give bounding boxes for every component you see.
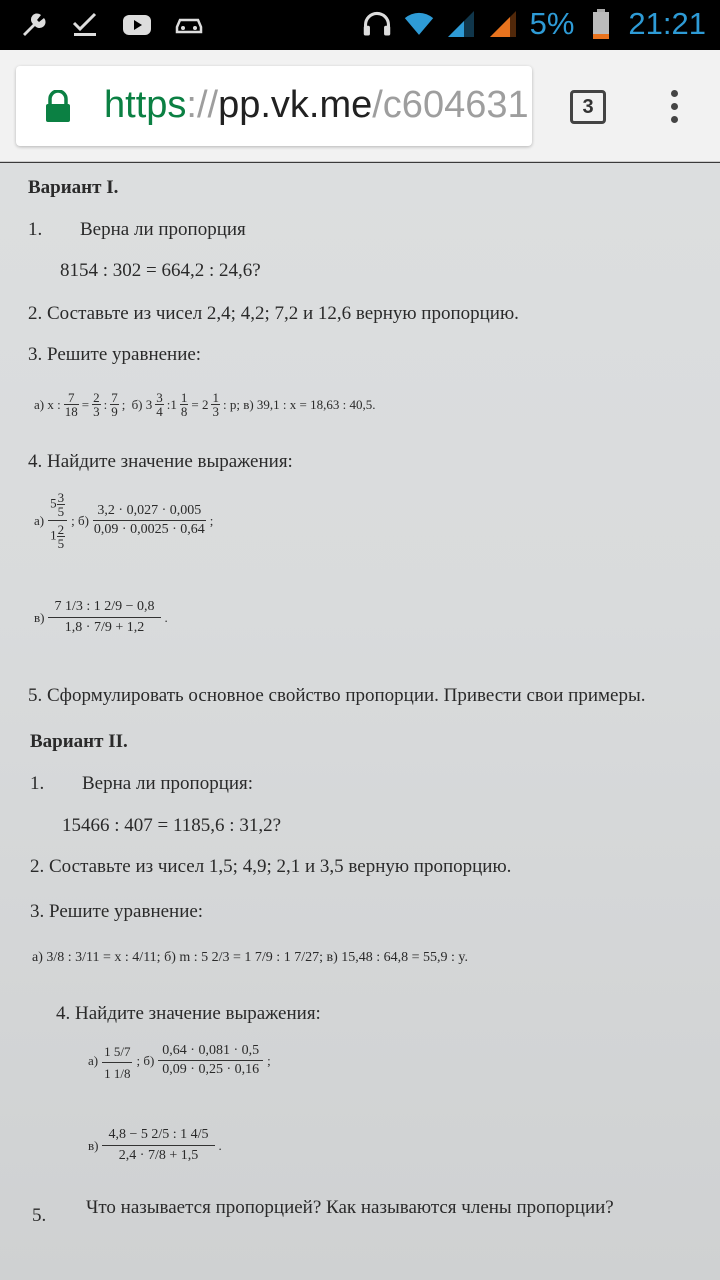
numerator: 3: [156, 390, 163, 405]
fraction: [158, 1044, 263, 1077]
fraction: [211, 391, 220, 418]
denominator: 8: [180, 404, 188, 419]
denominator: 9: [111, 404, 118, 419]
url-separator: ://: [186, 84, 219, 126]
fraction: [180, 391, 189, 418]
v1-q1-text: Верна ли пропорция: [80, 219, 246, 240]
denominator: 0,09 · 0,25 · 0,16: [162, 1062, 260, 1077]
numerator: 4,8 − 5 2/5 : 1 4/5: [102, 1128, 214, 1146]
numerator: 7: [64, 391, 79, 405]
battery-percentage: 5%: [529, 6, 575, 41]
numerator: 2: [57, 522, 65, 537]
numerator: 3: [57, 490, 65, 505]
numerator: 1 5/7: [102, 1041, 132, 1063]
v2-q4-ab: а) $\frac{1 5/7}{1 1/8}$ ; б) $\frac{0,64 \cdot 0,081 \cdot 0,5}{0,09 \cdot 0,25 \cdot 0,16}$ ;: [88, 1043, 271, 1081]
v1-q5: 5. Сформулировать основное свойство пропорции. Привести свои примеры.: [28, 685, 646, 706]
url-path: /c604631: [372, 84, 529, 126]
v1-q3b-eq: = 2: [191, 396, 209, 412]
whole-part: 5: [50, 495, 57, 511]
numerator: 3,2 · 0,027 · 0,005: [93, 504, 206, 521]
v1-q4: 4. Найдите значение выражения:: [28, 451, 293, 472]
v2-q5-number: 5.: [32, 1205, 47, 1226]
v1-q3b-end: : p; в) 39,1 : x = 18,63 : 40,5.: [222, 396, 376, 412]
complex-fraction: [102, 1041, 132, 1080]
denominator: 3: [212, 404, 219, 419]
fraction: [57, 491, 66, 518]
signal-icon: [446, 9, 476, 39]
denominator: 18: [64, 404, 78, 419]
v1-q1-number: 1.: [28, 219, 43, 240]
denominator: 4: [156, 404, 163, 419]
denominator: 2,4 · 7/8 + 1,5: [118, 1148, 199, 1163]
fraction: [64, 391, 79, 418]
v2-q4v-label: в): [88, 1137, 99, 1153]
tab-switcher-button[interactable]: 3: [570, 90, 606, 124]
denominator: 0,09 · 0,0025 · 0,64: [93, 522, 205, 537]
v2-q1-expression: 15466 : 407 = 1185,6 : 31,2?: [62, 815, 282, 836]
numerator: 7 1/3 : 1 2/9 − 0,8: [48, 600, 160, 618]
v1-q2: 2. Составьте из чисел 2,4; 4,2; 7,2 и 12,6 верную пропорцию.: [28, 303, 519, 324]
checkbox-icon: [70, 10, 100, 40]
numerator: 1: [212, 390, 219, 405]
numerator: 1: [180, 390, 188, 405]
v1-q3: 3. Решите уравнение:: [28, 344, 202, 365]
youtube-icon: [122, 10, 152, 40]
v2-q4b-label: ; б): [136, 1052, 155, 1068]
wifi-icon: [404, 9, 434, 39]
address-bar[interactable]: [16, 66, 532, 146]
v1-q4-v: в) $\frac{7 1/3 : 1 2/9 - 0,8}{1,8 \cdot 7/9 + 1,2}$ .: [34, 599, 168, 635]
v2-q5-text: Что называется пропорцией? Как называются члены пропорции?: [86, 1197, 614, 1218]
v2-q1-number: 1.: [30, 773, 45, 794]
whole-part: 1: [50, 527, 57, 543]
variant-2-title: Вариант II.: [30, 731, 128, 752]
v2-q2: 2. Составьте из чисел 1,5; 4,9; 2,1 и 3,5 верную пропорцию.: [30, 856, 512, 877]
variant-1-title: Вариант I.: [28, 177, 119, 198]
denominator: 5: [57, 536, 65, 551]
headphones-icon: [362, 9, 392, 39]
v2-q1-text: Верна ли пропорция:: [82, 773, 254, 794]
clock: 21:21: [628, 6, 706, 41]
url-host: pp.vk.me: [218, 84, 373, 126]
v1-q3b-lead: б) 3: [131, 396, 153, 412]
v1-q4v-label: в): [34, 609, 45, 625]
fraction: [93, 504, 206, 537]
fraction: [57, 523, 66, 550]
v2-q4a-label: а): [88, 1052, 99, 1068]
v1-q3b-mid: :1: [166, 396, 177, 412]
car-icon: [174, 10, 204, 40]
v2-q3-equations: а) 3/8 : 3/11 = x : 4/11; б) m : 5 2/3 = 1 7/9 : 1 7/27; в) 15,48 : 64,8 = 55,9 : y.: [32, 950, 469, 965]
fraction: [92, 391, 101, 418]
v2-q4-v: в) $\frac{4,8 - 5 2/5 : 1 4/5}{2,4 \cdot 7/8 + 1,5}$ .: [88, 1127, 222, 1163]
wrench-icon: [18, 10, 48, 40]
url-scheme: https: [104, 84, 187, 126]
browser-toolbar: [0, 50, 720, 162]
fraction: [48, 600, 160, 635]
fraction: [102, 1128, 214, 1163]
lock-icon: [44, 90, 72, 128]
v1-q3-equations: а) x : $\frac{7}{18}$ = $\frac{2}{3}$ : $\frac{7}{9}$ ; б) 3 $\frac{3}{4}$ :1 $\frac{1}{8}$ = 2 $\frac{1}{3}$ : p; в) 39,1 : x = 18,63 : 40,5.: [34, 390, 376, 419]
v2-q4: 4. Найдите значение выражения:: [56, 1003, 321, 1024]
status-bar: [0, 0, 720, 50]
fraction: [155, 391, 164, 418]
numerator: 0,64 · 0,081 · 0,5: [158, 1044, 263, 1061]
v1-q4a-label: а): [34, 512, 45, 528]
v1-q4b-label: ; б): [71, 512, 89, 528]
denominator: 5: [57, 504, 65, 519]
signal-icon: [488, 9, 518, 39]
v2-q3: 3. Решите уравнение:: [30, 901, 204, 922]
fraction: [110, 391, 119, 418]
numerator: [48, 491, 67, 521]
v1-q3a-lead: а) x :: [34, 396, 61, 412]
denominator: 1 1/8: [104, 1066, 131, 1081]
v1-q1-expression: 8154 : 302 = 664,2 : 24,6?: [60, 260, 261, 281]
numerator: 2: [93, 390, 100, 405]
numerator: 7: [111, 390, 118, 405]
denominator: 1,8 · 7/9 + 1,2: [64, 620, 145, 635]
document-photo: [0, 163, 720, 1280]
battery-low-icon: [586, 9, 616, 39]
url-text[interactable]: [104, 80, 529, 130]
v1-q4-ab: а) 5 $\frac{3}{5}$ 1 $\frac{2}{5}$ ; б) $\frac{3,2 \cdot 0,027 \cdot 0,005}{0,09 \cdot 0,0025 \cdot 0,64}$ ;: [34, 490, 214, 551]
denominator: 3: [93, 404, 100, 419]
complex-fraction: [48, 491, 67, 550]
overflow-menu-icon[interactable]: [664, 88, 684, 128]
denominator: [48, 521, 67, 550]
